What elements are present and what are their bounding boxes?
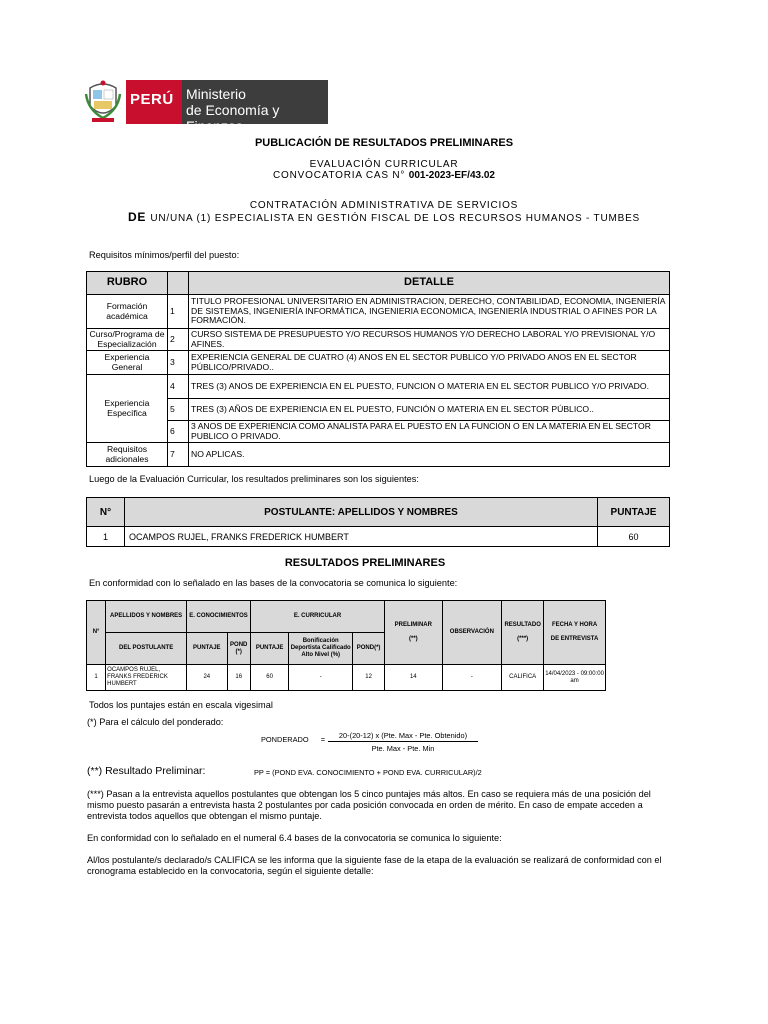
- mef-logo: [84, 80, 328, 134]
- col-rubro: RUBRO: [87, 272, 168, 295]
- country-label: PERÚ: [130, 91, 174, 108]
- results-header-1: [87, 601, 606, 633]
- h-curricular: E. CURRICULAR: [250, 601, 384, 633]
- rubro-cell: Experiencia Específica: [87, 375, 168, 443]
- results-title: RESULTADOS PRELIMINARES: [284, 557, 446, 569]
- formula-denominator: Pte. Max - Pte. Min: [371, 744, 435, 753]
- table-row: [87, 295, 670, 329]
- r-observacion: -: [442, 665, 502, 691]
- row-name: OCAMPOS RUJEL, FRANKS FREDERICK HUMBERT: [125, 527, 598, 547]
- h-preliminar: [385, 601, 442, 665]
- h-preliminar-note: (**): [408, 636, 418, 642]
- h-bonificacion: Bonificación Deportista Calificado Alto Nivel (%): [289, 633, 353, 665]
- h-conoc-puntaje: PUNTAJE: [187, 633, 227, 665]
- requirements-table: [86, 271, 670, 467]
- conformidad-2: En conformidad con lo señalado en el numeral 6.4 bases de la convocatoria se comunica lo siguiente:: [87, 833, 502, 843]
- h-resultado: [502, 601, 544, 665]
- contract-line: CONTRATACIÓN ADMINISTRATIVA DE SERVICIOS: [249, 200, 519, 211]
- h-resultado-note: (***): [517, 636, 529, 642]
- num-cell: 7: [168, 443, 189, 467]
- table-row: [87, 527, 670, 547]
- coat-of-arms-icon: [84, 80, 122, 124]
- h-conocimientos: E. CONOCIMIENTOS: [187, 601, 251, 633]
- col-name: POSTULANTE: APELLIDOS Y NOMBRES: [125, 498, 598, 527]
- rubro-cell: Requisitos adicionales: [87, 443, 168, 467]
- table-row: [87, 399, 670, 421]
- num-cell: 5: [168, 399, 189, 421]
- requisitos-label: Requisitos mínimos/perfil del puesto:: [89, 250, 240, 260]
- requirements-header: [87, 272, 670, 295]
- h-conoc-pond: POND (*): [227, 633, 250, 665]
- detalle-cell: NO APLICAS.: [189, 443, 670, 467]
- ministry-line-1: Ministerio: [186, 86, 246, 102]
- luego-text: Luego de la Evaluación Curricular, los resultados preliminares son los siguientes:: [89, 474, 419, 484]
- table-row: [87, 421, 670, 443]
- ministry-badge: [182, 80, 328, 134]
- detalle-cell: 3 ANOS DE EXPERIENCIA COMO ANALISTA PARA EL PUESTO EN LA FUNCION O EN LA MATERIA EN EL SECTOR PUBLICO O PRIVADO.: [189, 421, 670, 443]
- eval-line: EVALUACIÓN CURRICULAR: [309, 159, 459, 170]
- pp-formula: PP = (POND EVA. CONOCIMIENTO + POND EVA. CURRICULAR)/2: [254, 768, 482, 777]
- convocatoria-prefix: CONVOCATORIA CAS N°: [273, 170, 409, 181]
- h-fecha-text-2: DE ENTREVISTA: [550, 636, 599, 642]
- position-text: UN/UNA (1) ESPECIALISTA EN GESTIÓN FISCAL DE LOS RECURSOS HUMANOS - TUMBES: [150, 213, 641, 224]
- convocatoria-line: [0, 170, 768, 181]
- postulantes-table: [86, 497, 670, 547]
- entrevista-note: (***) Pasan a la entrevista aquellos postulantes que obtengan los 5 cinco puntajes más altos. En caso se requiera más de una posición del mismo puesto pasarán a entrevista hasta 2 postulantes por cada posición convocada en orden de mérito. En caso de empate acceden a entrevista todos aquellos que obtengan el mismo puntaje.: [87, 789, 651, 821]
- prelim-label: (**) Resultado Preliminar:: [87, 765, 206, 777]
- r-cv-puntaje: 60: [250, 665, 288, 691]
- num-cell: 4: [168, 375, 189, 399]
- ponderado-label: (*) Para el cálculo del ponderado:: [87, 717, 224, 727]
- detalle-cell: TRES (3) AÑOS DE EXPERIENCIA EN EL PUESTO, FUNCIÓN O MATERIA EN EL SECTOR PÚBLICO..: [189, 399, 670, 421]
- r-fecha: 14/04/2023 - 09:00:00 am: [544, 665, 606, 691]
- ministry-line-2: de Economía y Finanzas: [186, 102, 280, 134]
- ministry-name: [186, 86, 328, 134]
- r-conoc-pond: 16: [227, 665, 250, 691]
- r-n: 1: [87, 665, 106, 691]
- page-title: PUBLICACIÓN DE RESULTADOS PRELIMINARES: [254, 137, 514, 149]
- r-resultado: CALIFICA: [502, 665, 544, 691]
- detalle-cell: EXPERIENCIA GENERAL DE CUATRO (4) ANOS EN EL SECTOR PUBLICO Y/O PRIVADO ANOS EN EL SECTOR PÚBLICO/PRIVADO..: [189, 351, 670, 375]
- num-cell: 2: [168, 329, 189, 351]
- h-preliminar-text: PRELIMINAR: [394, 622, 432, 628]
- col-n: N°: [87, 498, 125, 527]
- h-del-postulante: DEL POSTULANTE: [106, 633, 187, 665]
- detalle-cell: TITULO PROFESIONAL UNIVERSITARIO EN ADMINISTRACION, DERECHO, CONTABILIDAD, ECONOMIA, INGENIERÍA DE SISTEMAS, INGENIERÍA INFORMÁTICA, INGENIERIA ECONOMICA, INGENIERÍA INDUSTRIAL O AFINES POR LA FORMACIÓN.: [189, 295, 670, 329]
- col-num: [168, 272, 189, 295]
- vigesimal-note: Todos los puntajes están en escala vigesimal: [89, 700, 273, 710]
- rubro-cell: Curso/Programa de Especialización: [87, 329, 168, 351]
- h-n: N°: [87, 601, 106, 665]
- h-cv-pond: POND(*): [353, 633, 385, 665]
- row-score: 60: [598, 527, 670, 547]
- table-row: [87, 375, 670, 399]
- r-preliminar: 14: [385, 665, 442, 691]
- rubro-cell: Formación académica: [87, 295, 168, 329]
- num-cell: 3: [168, 351, 189, 375]
- rubro-cell: Experiencia General: [87, 351, 168, 375]
- peru-badge: [126, 80, 182, 124]
- r-name: OCAMPOS RUJEL, FRANKS FREDERICK HUMBERT: [106, 665, 187, 691]
- formula-lhs: [261, 735, 325, 744]
- h-apellidos: APELLIDOS Y NOMBRES: [106, 601, 187, 633]
- de-word: DE: [127, 210, 151, 224]
- h-fecha: [544, 601, 606, 665]
- r-cv-pond: 12: [353, 665, 385, 691]
- formula-numerator: 20-(20-12) x (Pte. Max - Pte. Obtenido): [328, 731, 478, 742]
- conformidad-1: En conformidad con lo señalado en las bases de la convocatoria se comunica lo siguiente:: [89, 578, 458, 588]
- r-conoc-puntaje: 24: [187, 665, 227, 691]
- detalle-cell: CURSO SISTEMA DE PRESUPUESTO Y/O RECURSOS HUMANOS Y/O DERECHO LABORAL Y/O PREVISIONAL Y/O AFINES.: [189, 329, 670, 351]
- h-fecha-text: FECHA Y HORA: [551, 622, 598, 628]
- table-row: [87, 665, 606, 691]
- detalle-cell: TRES (3) ANOS DE EXPERIENCIA EN EL PUESTO, FUNCION O MATERIA EN EL SECTOR PUBLICO Y/O PRIVADO.: [189, 375, 670, 399]
- table-row: [87, 443, 670, 467]
- num-cell: 1: [168, 295, 189, 329]
- califica-note: Al/los postulante/s declarado/s CALIFICA se les informa que la siguiente fase de la etapa de la evaluación se realizará de conformidad con el cronograma establecido en la convocatoria, según el siguiente detalle:: [87, 855, 662, 876]
- r-bonificacion: -: [289, 665, 353, 691]
- results-table: [86, 600, 606, 691]
- col-score: PUNTAJE: [598, 498, 670, 527]
- formula-eq: =: [320, 735, 326, 744]
- convocatoria-number: 001-2023-EF/43.02: [408, 170, 495, 181]
- table-row: [87, 329, 670, 351]
- num-cell: 6: [168, 421, 189, 443]
- row-n: 1: [87, 527, 125, 547]
- table-row: [87, 351, 670, 375]
- h-observacion: OBSERVACIÓN: [442, 601, 502, 665]
- postulantes-header: [87, 498, 670, 527]
- position-line: [0, 210, 768, 224]
- formula-lhs-text: PONDERADO: [261, 735, 309, 744]
- col-detalle: DETALLE: [189, 272, 670, 295]
- h-cv-puntaje: PUNTAJE: [250, 633, 288, 665]
- h-resultado-text: RESULTADO: [504, 622, 541, 628]
